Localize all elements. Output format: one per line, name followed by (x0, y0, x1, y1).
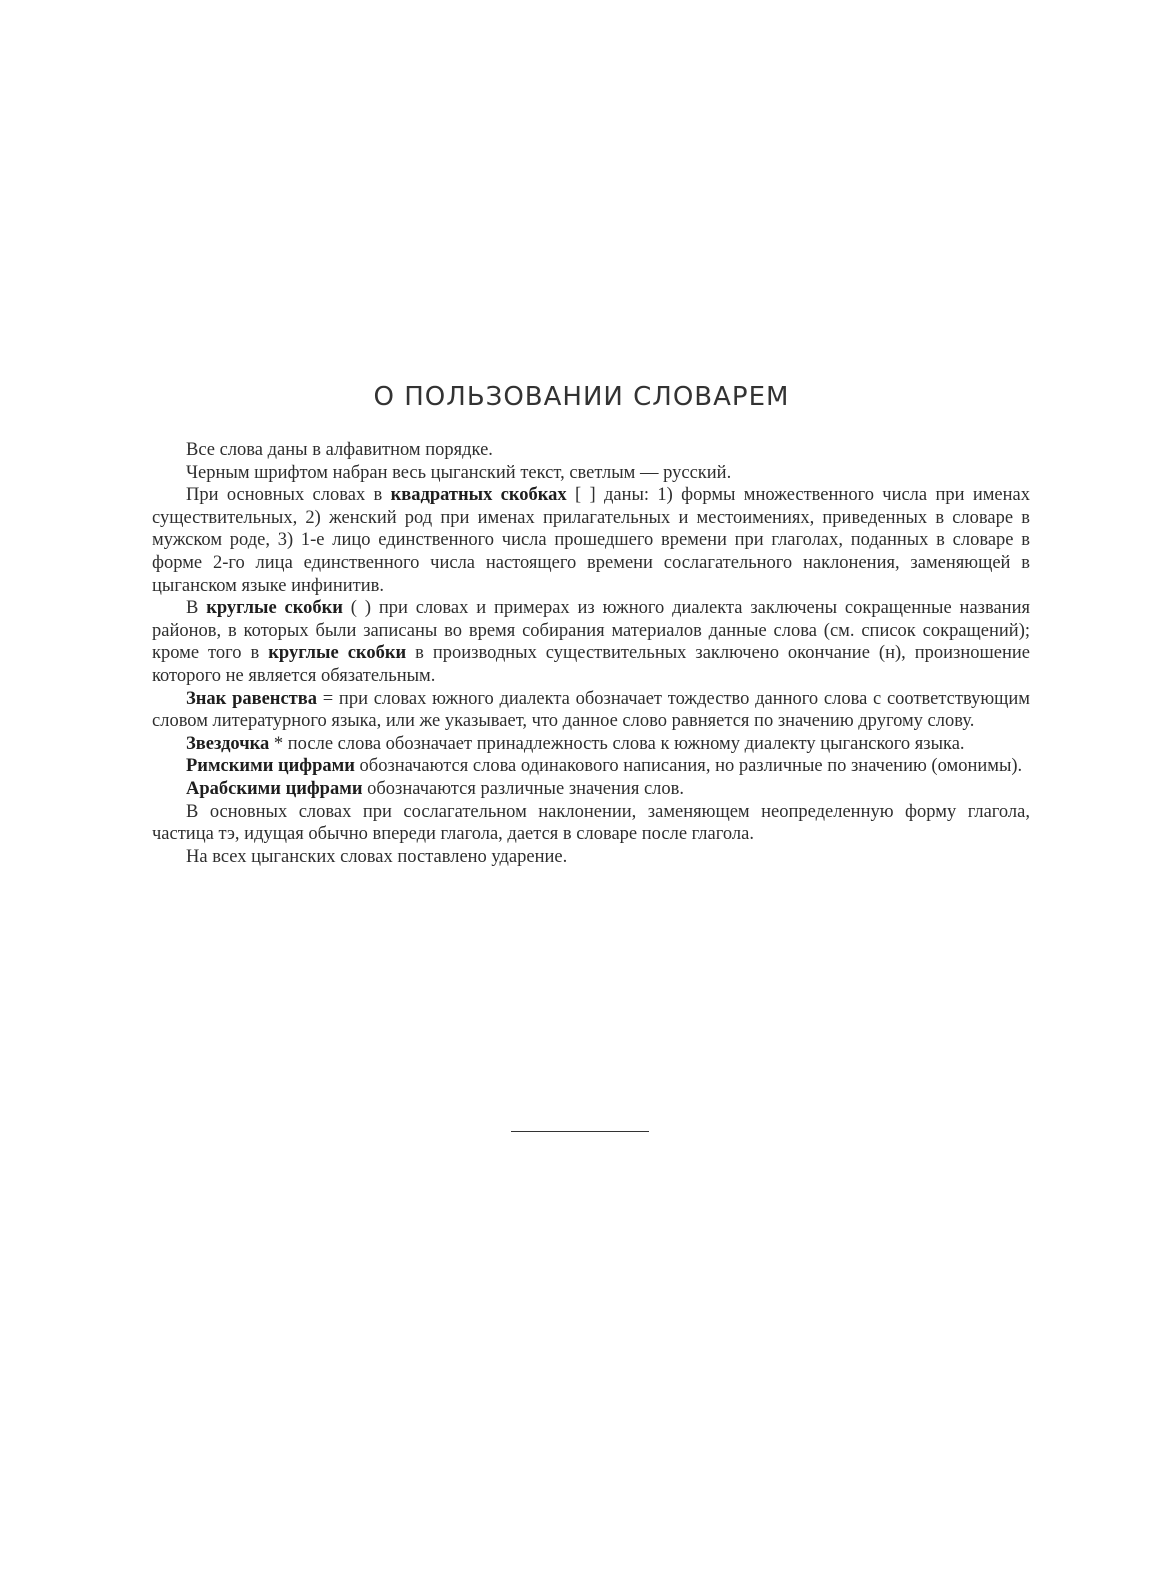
text-segment: обозначаются слова одинакового написания, но различные по значению (омонимы). (354, 756, 1023, 777)
text-segment: обозначаются различные значения слов. (362, 778, 685, 799)
term-round-brackets-2: круглые скобки (268, 643, 407, 664)
paragraph-round-brackets (152, 597, 1030, 687)
paragraph-arabic-numerals (152, 778, 1030, 801)
paragraph-roman-numerals (152, 755, 1030, 778)
paragraph-font-usage: Черным шрифтом набран весь цыганский текст, светлым — русский. (186, 462, 732, 483)
term-roman-numerals: Римскими цифрами (186, 756, 355, 777)
text-segment: При основных словах в (186, 485, 391, 506)
paragraph-asterisk (152, 733, 1030, 756)
text-segment: в производных существительных заключено окончание (н), произношение которого не является обязательным. (152, 643, 1030, 686)
paragraph-equals-sign (152, 688, 1030, 733)
term-round-brackets: круглые скобки (206, 598, 343, 619)
body-text (152, 439, 1030, 868)
text-segment: ( ) при словах и примерах из южного диалекта заключены сокращенные названия районов, в которых были записаны во время собирания материалов данные слова (см. список сокращений); кроме того в (152, 598, 1030, 664)
paragraph-square-brackets (152, 484, 1030, 597)
paragraph-alphabetical-order: Все слова даны в алфавитном порядке. (186, 440, 493, 460)
page-title: О ПОЛЬЗОВАНИИ СЛОВАРЕМ (373, 382, 790, 412)
text-segment: * после слова обозначает принадлежность слова к южному диалекту цыганского языка. (269, 733, 965, 754)
text-segment: В (186, 598, 207, 619)
term-arabic-numerals: Арабскими цифрами (186, 778, 363, 799)
term-square-brackets: квадратных скобках (390, 485, 567, 506)
paragraph-stress-marks: На всех цыганских словах поставлено ударение. (186, 846, 568, 867)
term-equals-sign: Знак равенства (186, 688, 318, 709)
term-asterisk: Звездочка (186, 733, 270, 754)
end-divider (511, 1131, 649, 1132)
text-segment: [ ] даны: 1) формы множественного числа при именах существительных, 2) женский род при именах прилагательных и местоимениях, приведенных в словаре в мужском роде, 3) 1-е лицо единственного числа прошедшего времени при глаголах, поданных в словаре в форме 2-го лица единственного числа настоящего времени сослагательного наклонения, заменяющей в цыганском языке инфинитив. (152, 485, 1031, 596)
text-segment: = при словах южного диалекта обозначает тождество данного слова с соответствующим словом литературного языка, или же указывает, что данное слово равняется по значению другому слову. (152, 688, 1030, 732)
paragraph-particle-te: В основных словах при сослагательном наклонении, заменяющем неопределенную форму глагола, частица тэ, идущая обычно впереди глагола, дается в словаре после глагола. (152, 801, 1030, 845)
